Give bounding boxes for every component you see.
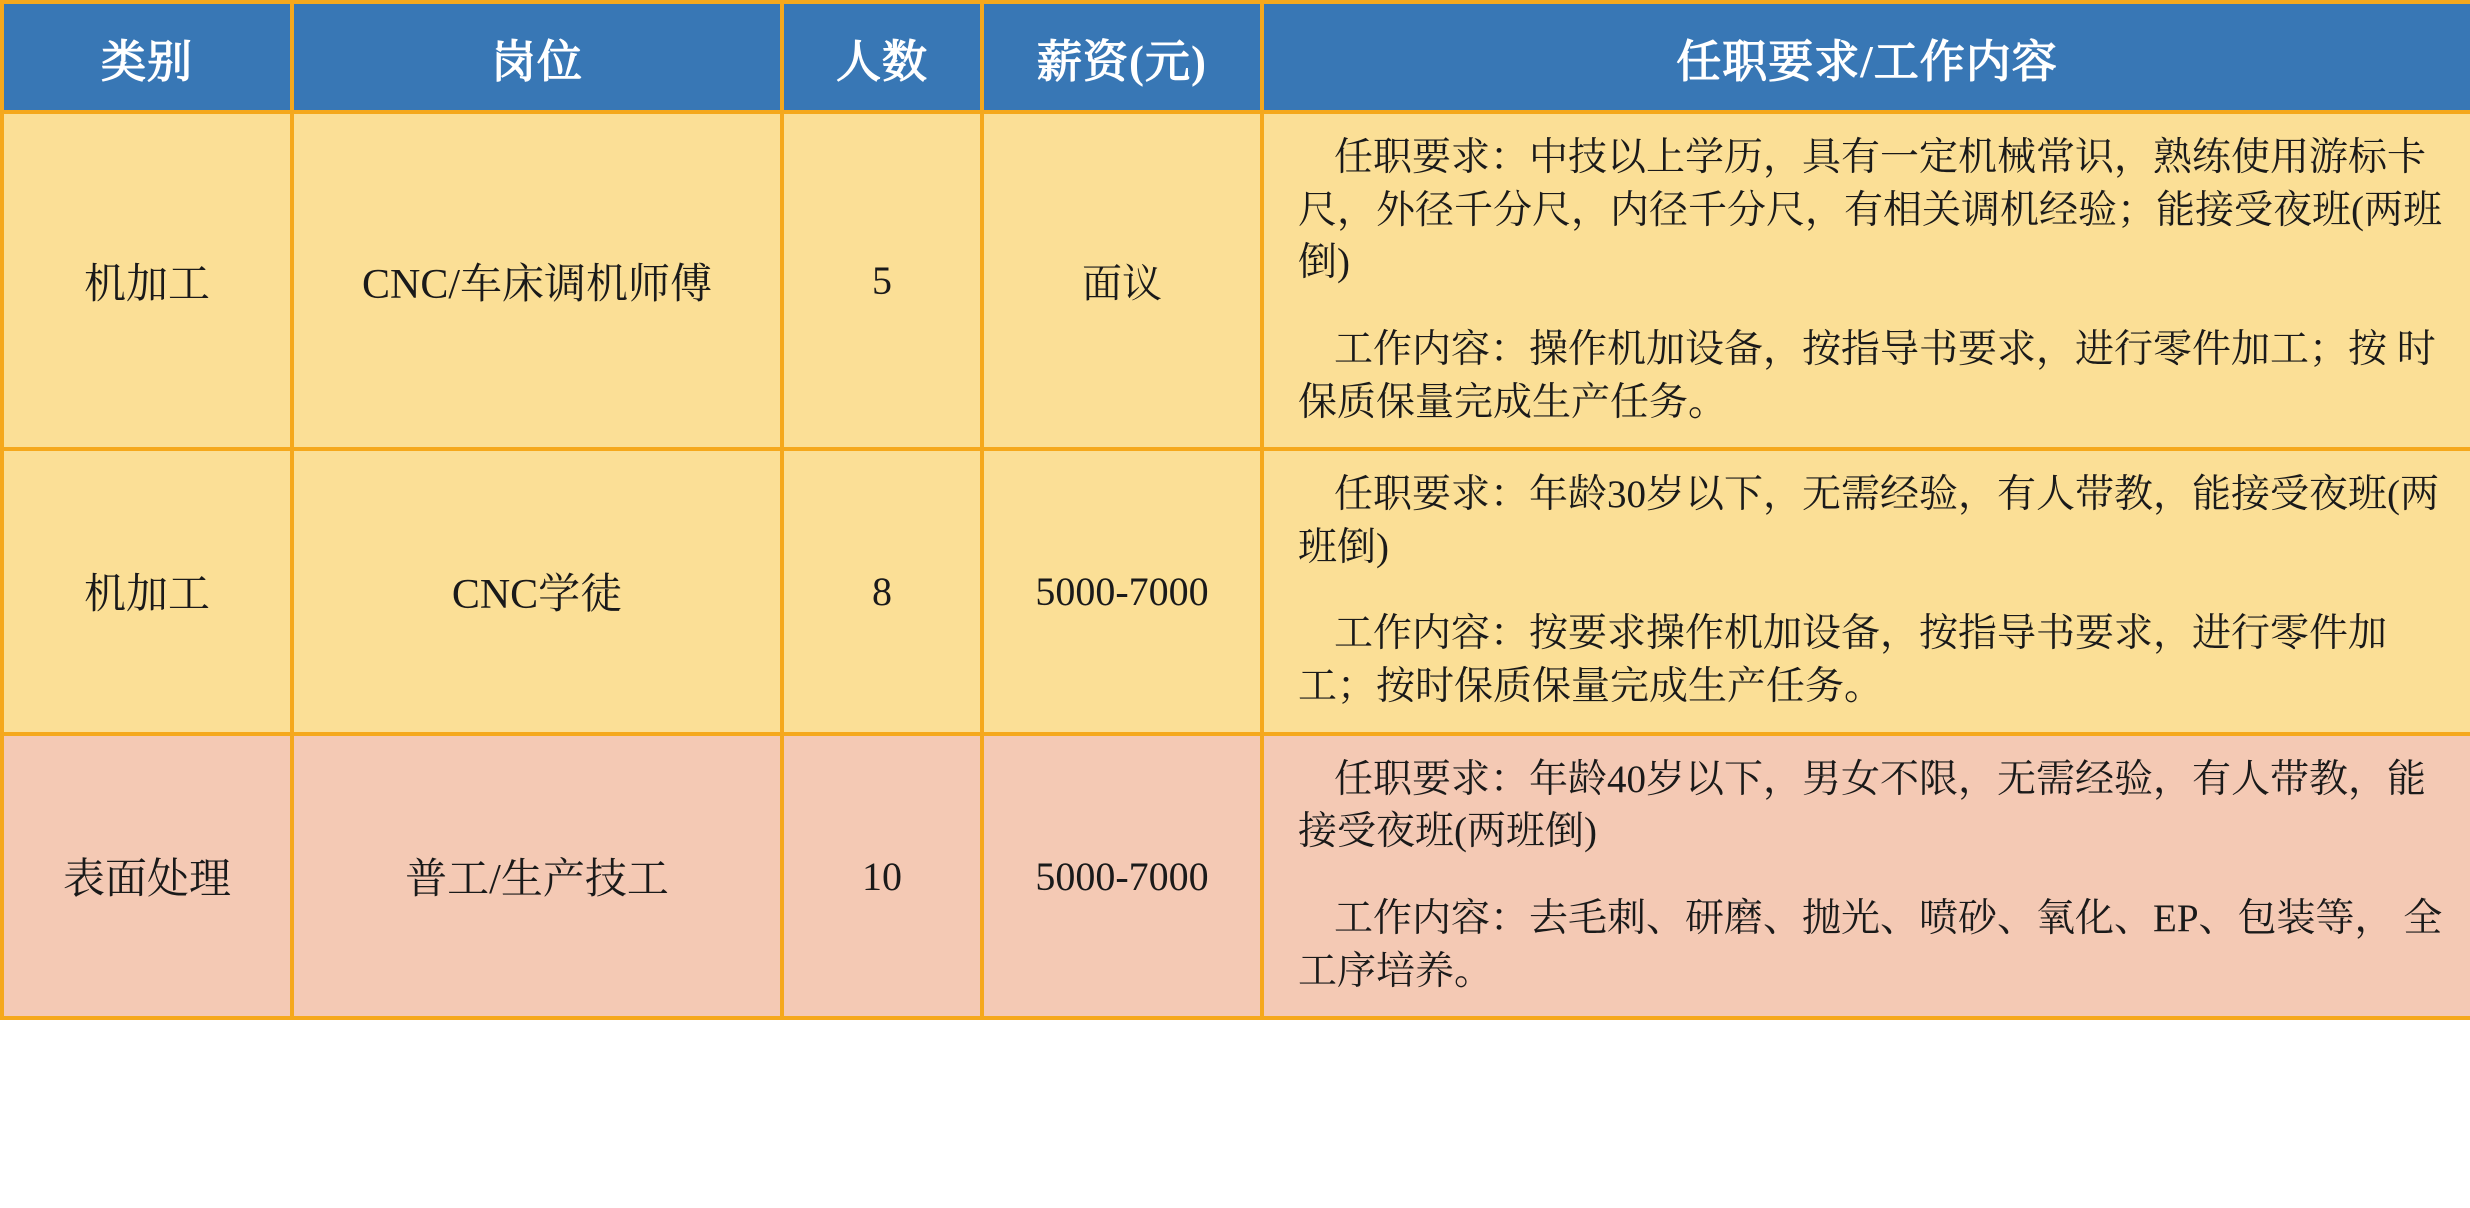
paragraph-spacer (1298, 290, 2444, 324)
requirement-text: 任职要求：年龄40岁以下，男女不限，无需经验，有人带教，能接受夜班(两班倒) (1298, 757, 2427, 854)
cell-position: CNC学徒 (292, 449, 782, 734)
column-header-salary: 薪资(元) (982, 2, 1262, 112)
work-content-text: 工作内容：去毛刺、研磨、抛光、喷砂、氧化、EP、包装等， 全工序培养。 (1298, 897, 2443, 993)
cell-salary: 5000-7000 (982, 449, 1262, 734)
paragraph-spacer (1298, 574, 2444, 608)
cell-salary: 5000-7000 (982, 734, 1262, 1019)
table-header (2, 2, 2470, 112)
cell-count: 10 (782, 734, 982, 1019)
cell-count: 8 (782, 449, 982, 734)
work-content-text: 工作内容：按要求操作机加设备，按指导书要求，进行零件加 工；按时保质保量完成生产任务。 (1298, 612, 2388, 709)
cell-category: 机加工 (2, 112, 292, 449)
cell-description (1262, 449, 2470, 734)
cell-position: CNC/车床调机师傅 (292, 112, 782, 449)
table-row (2, 112, 2470, 449)
cell-position: 普工/生产技工 (292, 734, 782, 1019)
cell-category: 表面处理 (2, 734, 292, 1019)
column-header-category: 类别 (2, 2, 292, 112)
column-header-count: 人数 (782, 2, 982, 112)
table-header-row (2, 2, 2470, 112)
table-body (2, 112, 2470, 1018)
table-row (2, 449, 2470, 734)
column-header-position: 岗位 (292, 2, 782, 112)
column-header-description: 任职要求/工作内容 (1262, 2, 2470, 112)
requirement-text: 任职要求：年龄30岁以下，无需经验，有人带教，能接受夜班(两班倒) (1298, 473, 2439, 569)
cell-category: 机加工 (2, 449, 292, 734)
cell-description (1262, 112, 2470, 449)
paragraph-spacer (1298, 859, 2444, 893)
cell-count: 5 (782, 112, 982, 449)
work-content-text: 工作内容：操作机加设备，按指导书要求，进行零件加工；按 时保质保量完成生产任务。 (1298, 327, 2436, 424)
cell-description (1262, 734, 2470, 1019)
requirement-text: 任职要求：中技以上学历，具有一定机械常识，熟练使用游标卡尺，外径千分尺，内径千分尺，有相关调机经验；能接受夜班(两班倒) (1298, 136, 2442, 285)
table-row (2, 734, 2470, 1019)
cell-salary: 面议 (982, 112, 1262, 449)
